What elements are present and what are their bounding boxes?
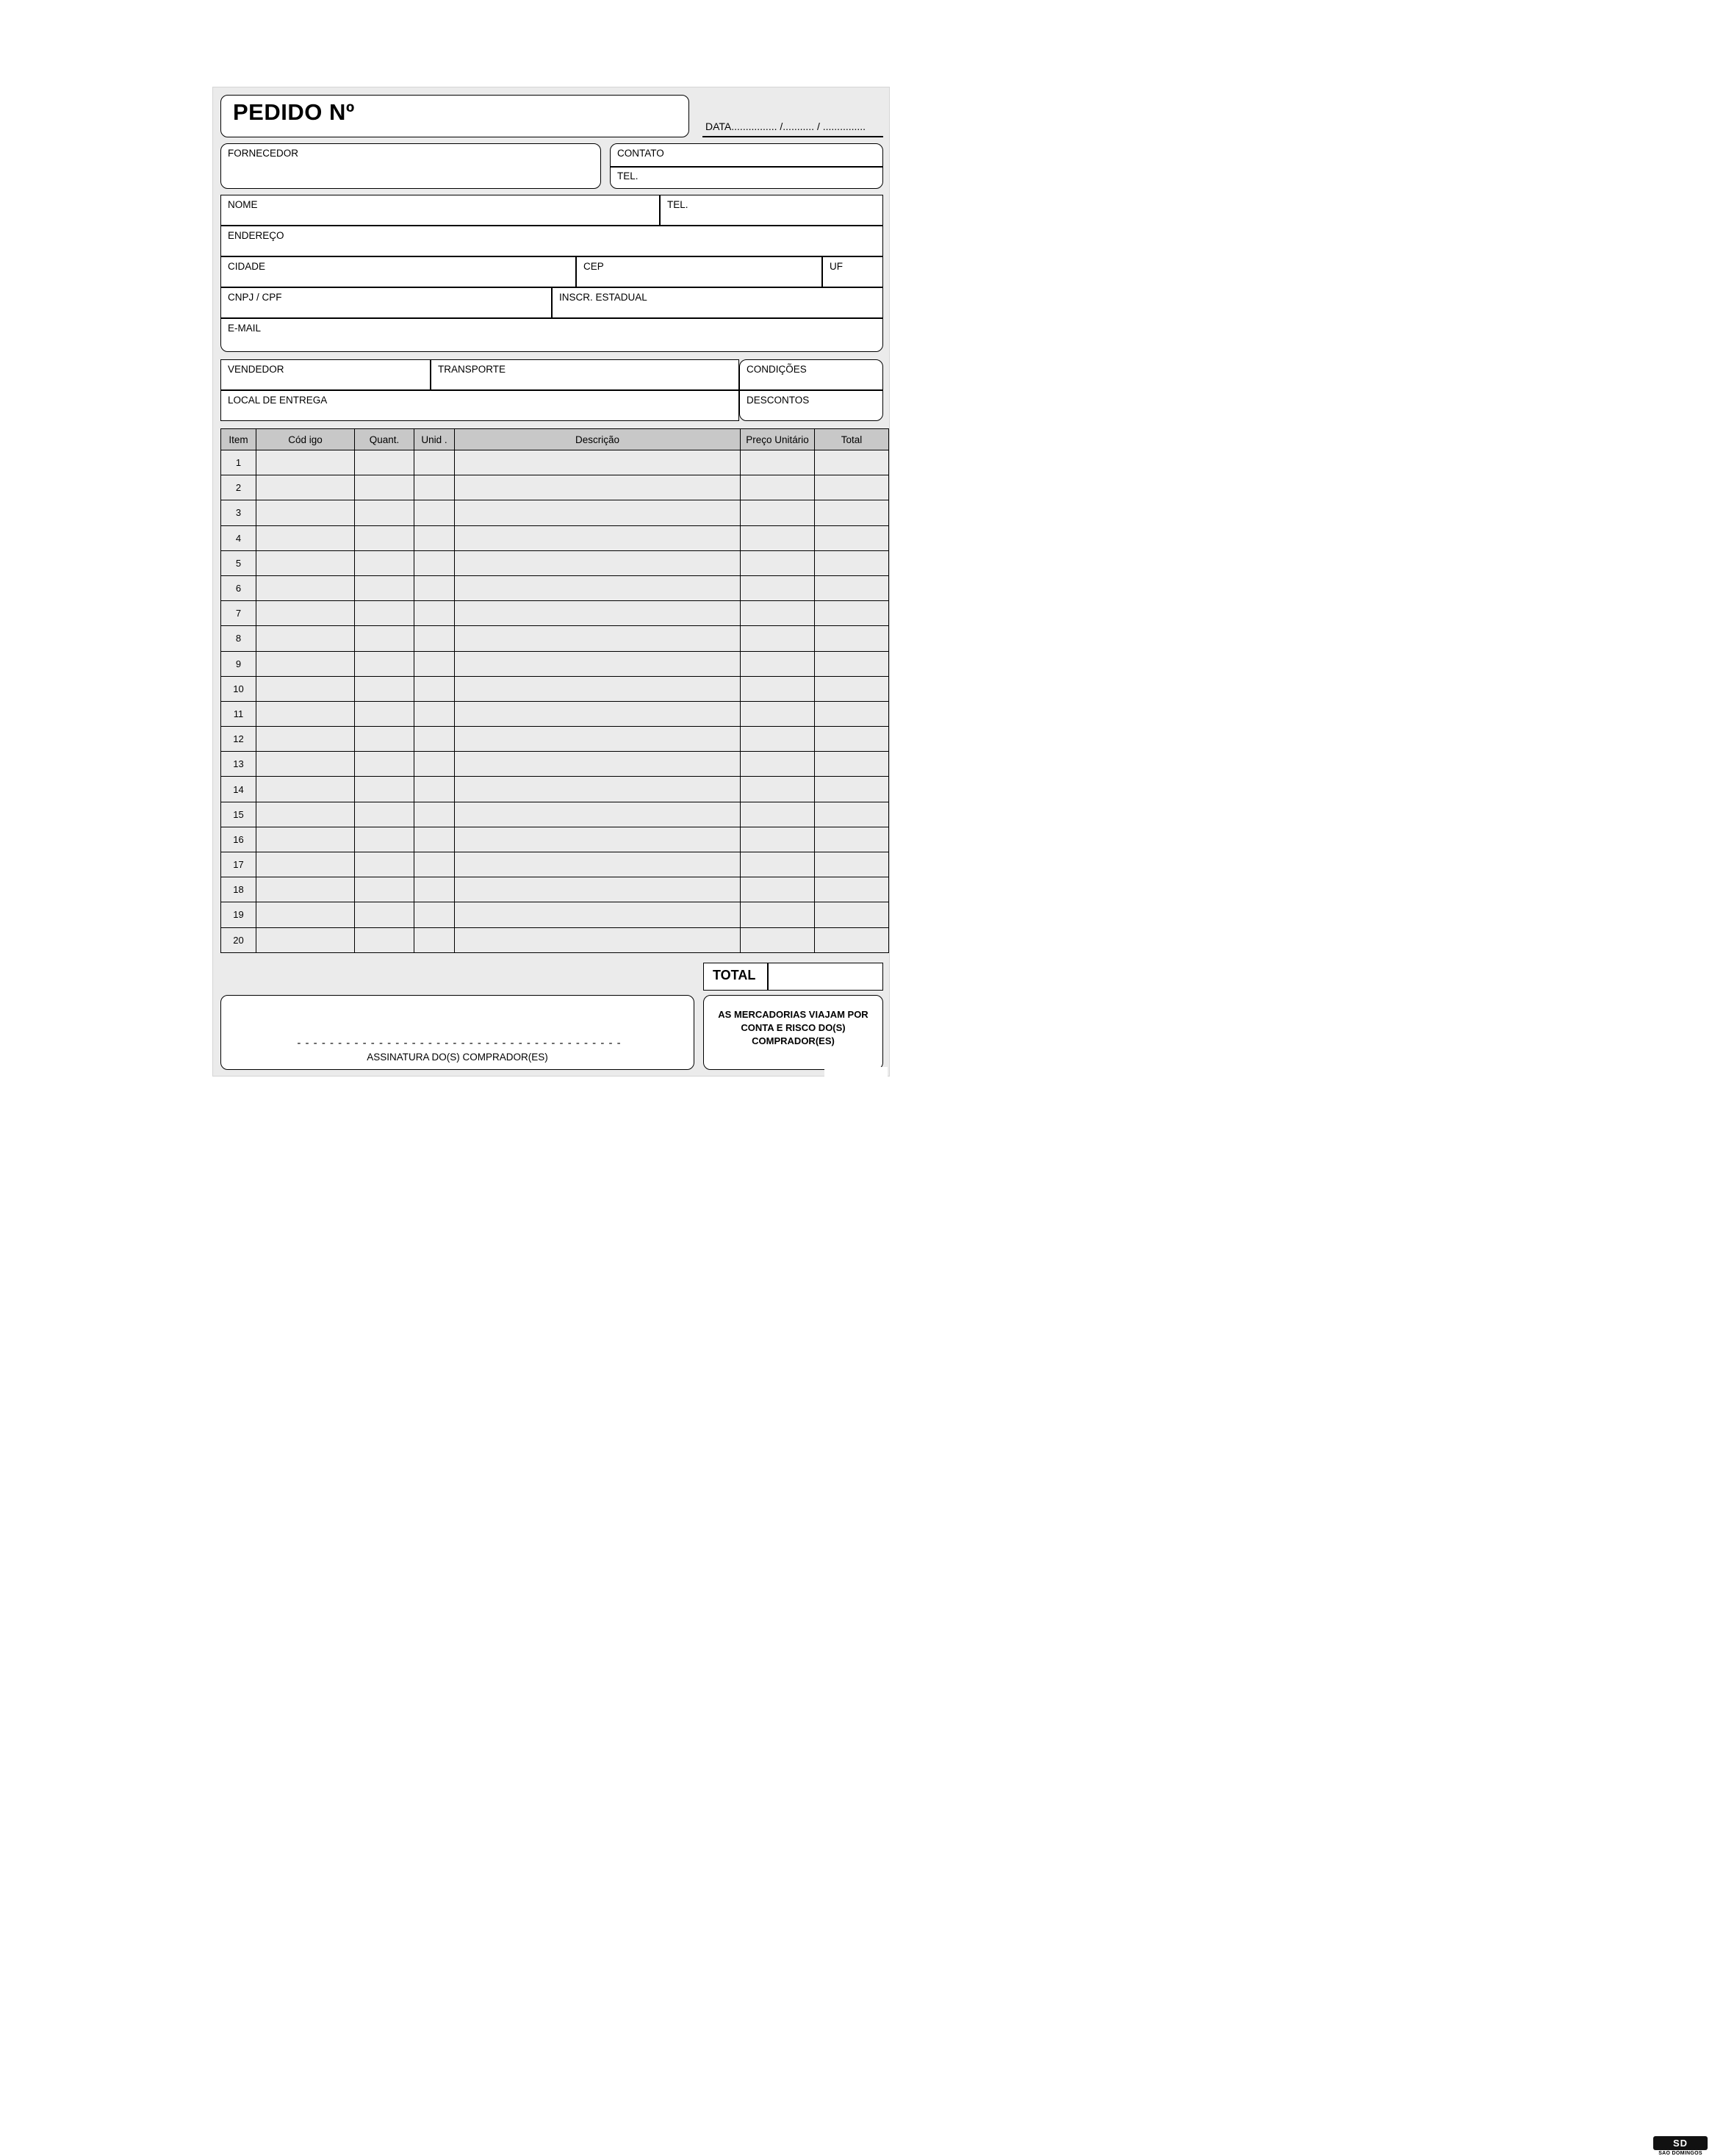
cell-quant[interactable] xyxy=(355,626,414,651)
row-number: 1 xyxy=(221,450,256,475)
row-number: 5 xyxy=(221,550,256,575)
cell-total[interactable] xyxy=(815,877,889,902)
address-label: ENDEREÇO xyxy=(228,230,284,241)
cell-quant[interactable] xyxy=(355,525,414,550)
supplier-label: FORNECEDOR xyxy=(228,148,299,159)
cell-codigo[interactable] xyxy=(256,651,355,676)
cell-preco[interactable] xyxy=(741,525,815,550)
table-row[interactable] xyxy=(221,475,889,500)
cell-codigo[interactable] xyxy=(256,500,355,525)
table-row[interactable] xyxy=(221,525,889,550)
cell-unid[interactable] xyxy=(414,777,455,802)
cell-total[interactable] xyxy=(815,500,889,525)
cell-preco[interactable] xyxy=(741,701,815,726)
brand-logo xyxy=(824,1067,1702,2156)
delivery-place-label: LOCAL DE ENTREGA xyxy=(228,395,328,406)
cell-preco[interactable] xyxy=(741,575,815,600)
email-label: E-MAIL xyxy=(228,323,262,334)
cell-quant[interactable] xyxy=(355,802,414,827)
cell-codigo[interactable] xyxy=(256,827,355,852)
cell-preco[interactable] xyxy=(741,852,815,877)
tel-box[interactable] xyxy=(660,195,883,226)
cell-descricao[interactable] xyxy=(455,777,741,802)
cell-quant[interactable] xyxy=(355,852,414,877)
table-row[interactable] xyxy=(221,877,889,902)
cell-descricao[interactable] xyxy=(455,877,741,902)
items-table xyxy=(220,428,889,953)
cell-quant[interactable] xyxy=(355,777,414,802)
total-label: TOTAL xyxy=(713,968,756,982)
cell-quant[interactable] xyxy=(355,927,414,952)
cell-total[interactable] xyxy=(815,676,889,701)
table-row[interactable] xyxy=(221,827,889,852)
cell-total[interactable] xyxy=(815,550,889,575)
cell-total[interactable] xyxy=(815,927,889,952)
cell-preco[interactable] xyxy=(741,626,815,651)
header-total: Total xyxy=(815,429,889,450)
contact-divider xyxy=(611,166,882,168)
header-preco-unitario: Preço Unitário xyxy=(741,429,815,450)
row-number: 18 xyxy=(221,877,256,902)
cell-total[interactable] xyxy=(815,475,889,500)
address-box[interactable] xyxy=(220,226,883,256)
cell-preco[interactable] xyxy=(741,802,815,827)
cell-quant[interactable] xyxy=(355,651,414,676)
row-number: 20 xyxy=(221,927,256,952)
cell-total[interactable] xyxy=(815,525,889,550)
cell-codigo[interactable] xyxy=(256,777,355,802)
cell-total[interactable] xyxy=(815,752,889,777)
table-row[interactable] xyxy=(221,802,889,827)
row-number: 3 xyxy=(221,500,256,525)
cell-codigo[interactable] xyxy=(256,676,355,701)
shipping-notice-text: AS MERCADORIAS VIAJAM POR CONTA E RISCO DO(S) COMPRADOR(ES) xyxy=(718,1009,868,1046)
cell-descricao[interactable] xyxy=(455,727,741,752)
cell-quant[interactable] xyxy=(355,601,414,626)
table-row[interactable] xyxy=(221,727,889,752)
table-row[interactable] xyxy=(221,676,889,701)
cell-codigo[interactable] xyxy=(256,575,355,600)
cell-descricao[interactable] xyxy=(455,676,741,701)
contact-label: CONTATO xyxy=(617,148,664,159)
cell-preco[interactable] xyxy=(741,500,815,525)
page-title: PEDIDO Nº xyxy=(233,99,355,125)
cell-quant[interactable] xyxy=(355,727,414,752)
items-table-header-row xyxy=(221,429,889,450)
table-row[interactable] xyxy=(221,777,889,802)
cell-unid[interactable] xyxy=(414,500,455,525)
cell-descricao[interactable] xyxy=(455,450,741,475)
conditions-label: CONDIÇÕES xyxy=(747,364,807,375)
cell-preco[interactable] xyxy=(741,676,815,701)
signature-line: - - - - - - - - - - - - - - - - - - - - - - - - - - - - - - - - - - - - - - - - xyxy=(297,1037,622,1049)
cell-unid[interactable] xyxy=(414,927,455,952)
transport-label: TRANSPORTE xyxy=(438,364,506,375)
total-value-box[interactable] xyxy=(768,963,883,991)
cell-total[interactable] xyxy=(815,626,889,651)
cell-quant[interactable] xyxy=(355,701,414,726)
header-unid: Unid . xyxy=(414,429,455,450)
cell-quant[interactable] xyxy=(355,752,414,777)
cell-preco[interactable] xyxy=(741,877,815,902)
cell-preco[interactable] xyxy=(741,827,815,852)
cell-codigo[interactable] xyxy=(256,601,355,626)
form-inner xyxy=(220,95,883,1070)
cell-unid[interactable] xyxy=(414,727,455,752)
cell-descricao[interactable] xyxy=(455,651,741,676)
row-number: 9 xyxy=(221,651,256,676)
table-row[interactable] xyxy=(221,575,889,600)
row-number: 2 xyxy=(221,475,256,500)
row-number: 13 xyxy=(221,752,256,777)
cell-unid[interactable] xyxy=(414,626,455,651)
cell-unid[interactable] xyxy=(414,601,455,626)
header-quant: Quant. xyxy=(355,429,414,450)
table-row[interactable] xyxy=(221,651,889,676)
contact-tel-label: TEL. xyxy=(617,170,639,182)
cell-descricao[interactable] xyxy=(455,827,741,852)
cell-descricao[interactable] xyxy=(455,525,741,550)
row-number: 6 xyxy=(221,575,256,600)
table-row[interactable] xyxy=(221,500,889,525)
cell-descricao[interactable] xyxy=(455,500,741,525)
cell-unid[interactable] xyxy=(414,575,455,600)
cell-quant[interactable] xyxy=(355,902,414,927)
cell-unid[interactable] xyxy=(414,676,455,701)
cnpj-label: CNPJ / CPF xyxy=(228,292,282,303)
cell-total[interactable] xyxy=(815,701,889,726)
cell-descricao[interactable] xyxy=(455,626,741,651)
row-number: 7 xyxy=(221,601,256,626)
cell-codigo[interactable] xyxy=(256,727,355,752)
row-number: 12 xyxy=(221,727,256,752)
cell-codigo[interactable] xyxy=(256,852,355,877)
seller-label: VENDEDOR xyxy=(228,364,284,375)
cell-total[interactable] xyxy=(815,827,889,852)
cell-descricao[interactable] xyxy=(455,701,741,726)
name-box[interactable] xyxy=(220,195,660,226)
discounts-label: DESCONTOS xyxy=(747,395,810,406)
cell-codigo[interactable] xyxy=(256,902,355,927)
cell-codigo[interactable] xyxy=(256,525,355,550)
cell-quant[interactable] xyxy=(355,676,414,701)
row-number: 17 xyxy=(221,852,256,877)
tel-label: TEL. xyxy=(667,199,688,210)
zip-box[interactable] xyxy=(576,256,822,287)
cell-descricao[interactable] xyxy=(455,902,741,927)
cell-total[interactable] xyxy=(815,852,889,877)
row-number: 4 xyxy=(221,525,256,550)
cell-descricao[interactable] xyxy=(455,927,741,952)
cell-total[interactable] xyxy=(815,601,889,626)
header-descricao: Descrição xyxy=(455,429,741,450)
date-field-label[interactable]: DATA................ /........... / ............... xyxy=(705,121,866,132)
cell-descricao[interactable] xyxy=(455,802,741,827)
city-label: CIDADE xyxy=(228,261,266,272)
cell-descricao[interactable] xyxy=(455,550,741,575)
zip-label: CEP xyxy=(583,261,604,272)
table-row[interactable] xyxy=(221,626,889,651)
row-number: 8 xyxy=(221,626,256,651)
cell-preco[interactable] xyxy=(741,550,815,575)
email-box[interactable] xyxy=(220,318,883,352)
cell-unid[interactable] xyxy=(414,827,455,852)
cell-unid[interactable] xyxy=(414,802,455,827)
cell-total[interactable] xyxy=(815,777,889,802)
cell-preco[interactable] xyxy=(741,601,815,626)
date-underline xyxy=(702,136,883,137)
state-label: UF xyxy=(830,261,843,272)
cell-total[interactable] xyxy=(815,727,889,752)
cell-unid[interactable] xyxy=(414,525,455,550)
cell-descricao[interactable] xyxy=(455,601,741,626)
row-number: 19 xyxy=(221,902,256,927)
cell-unid[interactable] xyxy=(414,550,455,575)
table-row[interactable] xyxy=(221,902,889,927)
table-row[interactable] xyxy=(221,450,889,475)
header-item: Item xyxy=(221,429,256,450)
cell-codigo[interactable] xyxy=(256,877,355,902)
cell-total[interactable] xyxy=(815,902,889,927)
cell-codigo[interactable] xyxy=(256,450,355,475)
cell-unid[interactable] xyxy=(414,752,455,777)
cell-quant[interactable] xyxy=(355,877,414,902)
row-number: 16 xyxy=(221,827,256,852)
cell-preco[interactable] xyxy=(741,752,815,777)
name-label: NOME xyxy=(228,199,258,210)
table-row[interactable] xyxy=(221,752,889,777)
cell-unid[interactable] xyxy=(414,651,455,676)
table-row[interactable] xyxy=(221,852,889,877)
cell-unid[interactable] xyxy=(414,852,455,877)
row-number: 15 xyxy=(221,802,256,827)
cell-quant[interactable] xyxy=(355,550,414,575)
cell-codigo[interactable] xyxy=(256,550,355,575)
state-registration-label: INSCR. ESTADUAL xyxy=(559,292,647,303)
row-number: 10 xyxy=(221,676,256,701)
cell-total[interactable] xyxy=(815,575,889,600)
cell-preco[interactable] xyxy=(741,651,815,676)
cell-unid[interactable] xyxy=(414,701,455,726)
cell-descricao[interactable] xyxy=(455,752,741,777)
city-box[interactable] xyxy=(220,256,576,287)
cell-unid[interactable] xyxy=(414,475,455,500)
cell-unid[interactable] xyxy=(414,877,455,902)
brand-name: SAO DOMINGOS xyxy=(1658,2151,1702,2156)
cell-preco[interactable] xyxy=(741,927,815,952)
cell-descricao[interactable] xyxy=(455,852,741,877)
cell-preco[interactable] xyxy=(741,450,815,475)
cell-total[interactable] xyxy=(815,450,889,475)
cell-codigo[interactable] xyxy=(256,802,355,827)
cell-unid[interactable] xyxy=(414,450,455,475)
row-number: 14 xyxy=(221,777,256,802)
cell-preco[interactable] xyxy=(741,902,815,927)
cell-quant[interactable] xyxy=(355,475,414,500)
cell-codigo[interactable] xyxy=(256,701,355,726)
cell-preco[interactable] xyxy=(741,777,815,802)
table-row[interactable] xyxy=(221,701,889,726)
cell-descricao[interactable] xyxy=(455,575,741,600)
table-row[interactable] xyxy=(221,601,889,626)
cell-unid[interactable] xyxy=(414,902,455,927)
signature-label: ASSINATURA DO(S) COMPRADOR(ES) xyxy=(367,1052,548,1063)
cell-codigo[interactable] xyxy=(256,927,355,952)
cell-total[interactable] xyxy=(815,802,889,827)
order-form xyxy=(212,87,890,1077)
cell-quant[interactable] xyxy=(355,500,414,525)
cell-codigo[interactable] xyxy=(256,475,355,500)
brand-mark: SD xyxy=(1653,2136,1708,2150)
row-number: 11 xyxy=(221,701,256,726)
cell-preco[interactable] xyxy=(741,475,815,500)
cell-quant[interactable] xyxy=(355,827,414,852)
header-codigo: Cód igo xyxy=(256,429,355,450)
cell-codigo[interactable] xyxy=(256,626,355,651)
cell-codigo[interactable] xyxy=(256,752,355,777)
items-table-body xyxy=(221,450,889,953)
cell-quant[interactable] xyxy=(355,575,414,600)
table-row[interactable] xyxy=(221,550,889,575)
table-row[interactable] xyxy=(221,927,889,952)
cell-descricao[interactable] xyxy=(455,475,741,500)
cell-preco[interactable] xyxy=(741,727,815,752)
cell-quant[interactable] xyxy=(355,450,414,475)
cell-total[interactable] xyxy=(815,651,889,676)
